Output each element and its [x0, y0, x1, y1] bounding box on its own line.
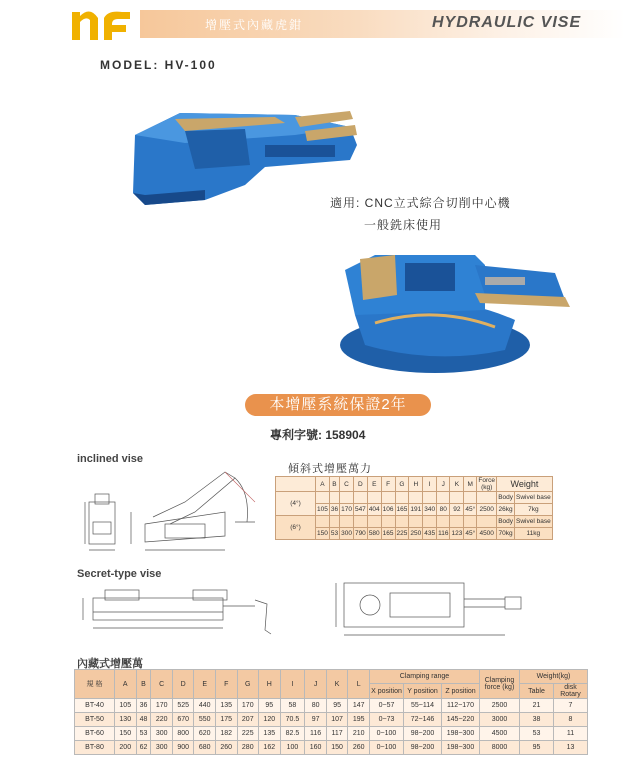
force-header: Force (kg)	[478, 477, 495, 491]
rotary-weight-header: disk Rotary	[554, 684, 588, 699]
cell: 198~300	[442, 727, 480, 741]
cell	[423, 492, 437, 504]
cell: 162	[259, 741, 281, 755]
cell: 106	[381, 504, 395, 516]
cell: 300	[340, 528, 354, 540]
cell: 260	[348, 741, 370, 755]
cell: 130	[115, 713, 137, 727]
warranty-banner: 本增壓系統保證2年	[245, 394, 431, 416]
cell	[353, 516, 367, 528]
angle-cell: (6°)	[276, 516, 316, 540]
cell	[353, 492, 367, 504]
col-h: H	[259, 670, 281, 699]
table-row	[75, 699, 588, 713]
cell	[450, 492, 464, 504]
col-g: G	[395, 477, 409, 492]
cell: 117	[326, 727, 348, 741]
table-header-row	[75, 670, 588, 684]
cell	[381, 492, 395, 504]
col-d: D	[353, 477, 367, 492]
table-row	[276, 528, 553, 540]
angle-cell: (4°)	[276, 492, 316, 516]
cell: 7	[554, 699, 588, 713]
col-f: F	[215, 670, 237, 699]
model-cell: BT-50	[75, 713, 115, 727]
col-g: G	[237, 670, 259, 699]
cell: 170	[340, 504, 354, 516]
usage-text-2: 一般銑床使用	[364, 218, 443, 232]
cell: 620	[194, 727, 216, 741]
cell: 0~100	[370, 741, 404, 755]
cell: 21	[520, 699, 554, 713]
col-k: K	[326, 670, 348, 699]
cell	[340, 492, 354, 504]
cell: 225	[237, 727, 259, 741]
cell	[409, 516, 423, 528]
col-c: C	[340, 477, 354, 492]
hidden-spec-table	[74, 669, 588, 755]
cell: 165	[381, 528, 395, 540]
cell: 2500	[480, 699, 520, 713]
cell: 435	[423, 528, 437, 540]
title-chinese: 增壓式內藏虎鉗	[205, 18, 304, 32]
cell: 0~73	[370, 713, 404, 727]
col-e: E	[367, 477, 381, 492]
col-i: I	[280, 670, 305, 699]
cell: 97	[305, 713, 327, 727]
cell: 580	[367, 528, 381, 540]
cell: 170	[151, 699, 173, 713]
weight-swivel: 7kg	[515, 504, 553, 516]
col-b: B	[136, 670, 151, 699]
col-d: D	[172, 670, 194, 699]
angle-header	[276, 477, 316, 492]
cell: 404	[367, 504, 381, 516]
cell: 80	[305, 699, 327, 713]
weight-body-label: Body	[497, 492, 515, 504]
cell	[464, 516, 477, 528]
cell: 147	[348, 699, 370, 713]
cell	[329, 516, 339, 528]
spec-header: 規 格	[75, 670, 115, 699]
cell: 11	[554, 727, 588, 741]
col-b: B	[329, 477, 339, 492]
cell: 92	[450, 504, 464, 516]
y-position-header: Y position	[404, 684, 442, 699]
cell: 0~100	[370, 727, 404, 741]
weight-body: 70kg	[497, 528, 515, 540]
usage-text-1: 適用: CNC立式綜合切削中心機	[330, 196, 511, 210]
weight-swivel-label: Swivel base	[515, 492, 553, 504]
model-cell: BT-80	[75, 741, 115, 755]
cell: 45°	[464, 528, 477, 540]
cell: 120	[259, 713, 281, 727]
cell: 525	[172, 699, 194, 713]
cell	[329, 492, 339, 504]
cell: 98~200	[404, 741, 442, 755]
cell: 70.5	[280, 713, 305, 727]
model-cell: BT-60	[75, 727, 115, 741]
table-row	[276, 504, 553, 516]
z-position-header: Z position	[442, 684, 480, 699]
table-header-row	[276, 477, 553, 492]
weight-swivel-label: Swivel base	[515, 516, 553, 528]
cell: 62	[136, 741, 151, 755]
cell: 135	[215, 699, 237, 713]
cell: 80	[437, 504, 450, 516]
weight-swivel: 11kg	[515, 528, 553, 540]
cell: 4500	[480, 727, 520, 741]
cell: 53	[136, 727, 151, 741]
clamping-force-header: Clamping force (kg)	[480, 670, 520, 699]
cell: 53	[520, 727, 554, 741]
cell	[409, 492, 423, 504]
cell: 680	[194, 741, 216, 755]
col-h: H	[409, 477, 423, 492]
col-c: C	[151, 670, 173, 699]
cell: 198~300	[442, 741, 480, 755]
cell	[316, 516, 330, 528]
cell: 150	[316, 528, 330, 540]
cell: 36	[136, 699, 151, 713]
cell: 123	[450, 528, 464, 540]
secret-vise-top-drawing	[330, 575, 530, 645]
cell	[395, 516, 409, 528]
inclined-vise-drawing	[75, 462, 275, 558]
force-cell: 4500	[477, 528, 497, 540]
cell: 135	[259, 727, 281, 741]
cell: 107	[326, 713, 348, 727]
cell: 8	[554, 713, 588, 727]
inclined-spec-table	[275, 476, 553, 540]
cell: 95	[326, 699, 348, 713]
table-row	[75, 727, 588, 741]
model-cell: BT-40	[75, 699, 115, 713]
cell: 8000	[480, 741, 520, 755]
section-secret: Secret-type vise	[77, 568, 162, 580]
cell: 220	[151, 713, 173, 727]
title-english: HYDRAULIC VISE	[432, 14, 582, 31]
patent-number: 專利字號: 158904	[270, 428, 366, 442]
cell: 45°	[464, 504, 477, 516]
cell: 150	[115, 727, 137, 741]
cell	[450, 516, 464, 528]
cell	[367, 492, 381, 504]
cell	[437, 492, 450, 504]
table-row	[75, 741, 588, 755]
cell: 160	[305, 741, 327, 755]
cell: 145~220	[442, 713, 480, 727]
table-row	[276, 492, 553, 504]
cell: 225	[395, 528, 409, 540]
cell: 175	[215, 713, 237, 727]
cell: 38	[520, 713, 554, 727]
cell: 182	[215, 727, 237, 741]
cell: 550	[194, 713, 216, 727]
cell: 95	[520, 741, 554, 755]
cell: 900	[172, 741, 194, 755]
cell: 340	[423, 504, 437, 516]
hidden-table-title: 內藏式增壓萬	[77, 658, 143, 670]
weight-body-label: Body	[497, 516, 515, 528]
cell: 300	[151, 741, 173, 755]
col-l: L	[348, 670, 370, 699]
cell: 280	[237, 741, 259, 755]
cell: 48	[136, 713, 151, 727]
cell: 116	[437, 528, 450, 540]
model-label: MODEL: HV-100	[100, 58, 217, 72]
vise-photo-1	[125, 105, 365, 215]
cell: 300	[151, 727, 173, 741]
cell: 116	[305, 727, 327, 741]
col-j: J	[437, 477, 450, 492]
cell: 165	[395, 504, 409, 516]
col-i: I	[423, 477, 437, 492]
cell: 13	[554, 741, 588, 755]
cell: 58	[280, 699, 305, 713]
vise-photo-2	[335, 245, 575, 380]
weight-header: Weight(kg)	[520, 670, 588, 684]
col-f: F	[381, 477, 395, 492]
cell: 82.5	[280, 727, 305, 741]
cell: 95	[259, 699, 281, 713]
secret-vise-side-drawing	[75, 580, 285, 640]
table-row	[276, 516, 553, 528]
cell: 250	[409, 528, 423, 540]
clamping-range-header: Clamping range	[370, 670, 480, 684]
col-a: A	[316, 477, 330, 492]
cell	[477, 492, 497, 504]
cell: 260	[215, 741, 237, 755]
cell	[477, 516, 497, 528]
weight-header: Weight	[497, 477, 553, 492]
cell: 800	[172, 727, 194, 741]
cell	[381, 516, 395, 528]
section-inclined: inclined vise	[77, 453, 144, 465]
brand-logo	[70, 8, 134, 42]
cell: 112~170	[442, 699, 480, 713]
cell: 210	[348, 727, 370, 741]
cell: 191	[409, 504, 423, 516]
cell: 150	[326, 741, 348, 755]
cell	[464, 492, 477, 504]
cell	[316, 492, 330, 504]
cell: 790	[353, 528, 367, 540]
weight-body: 26kg	[497, 504, 515, 516]
cell: 3000	[480, 713, 520, 727]
cell	[367, 516, 381, 528]
cell	[437, 516, 450, 528]
cell	[395, 492, 409, 504]
cell: 105	[115, 699, 137, 713]
cell: 72~146	[404, 713, 442, 727]
cell: 200	[115, 741, 137, 755]
col-j: J	[305, 670, 327, 699]
cell: 195	[348, 713, 370, 727]
cell: 105	[316, 504, 330, 516]
cell: 170	[237, 699, 259, 713]
cell: 670	[172, 713, 194, 727]
col-m: M	[464, 477, 477, 492]
cell: 100	[280, 741, 305, 755]
cell	[340, 516, 354, 528]
cell: 440	[194, 699, 216, 713]
col-e: E	[194, 670, 216, 699]
force-cell: 2500	[477, 504, 497, 516]
inclined-table-title: 傾斜式增壓萬力	[288, 463, 372, 475]
cell: 98~200	[404, 727, 442, 741]
table-row	[75, 713, 588, 727]
cell: 36	[329, 504, 339, 516]
cell: 207	[237, 713, 259, 727]
cell	[423, 516, 437, 528]
cell: 55~114	[404, 699, 442, 713]
col-k: K	[450, 477, 464, 492]
cell: 0~57	[370, 699, 404, 713]
cell: 547	[353, 504, 367, 516]
col-a: A	[115, 670, 137, 699]
table-weight-header: Table	[520, 684, 554, 699]
cell: 53	[329, 528, 339, 540]
x-position-header: X position	[370, 684, 404, 699]
